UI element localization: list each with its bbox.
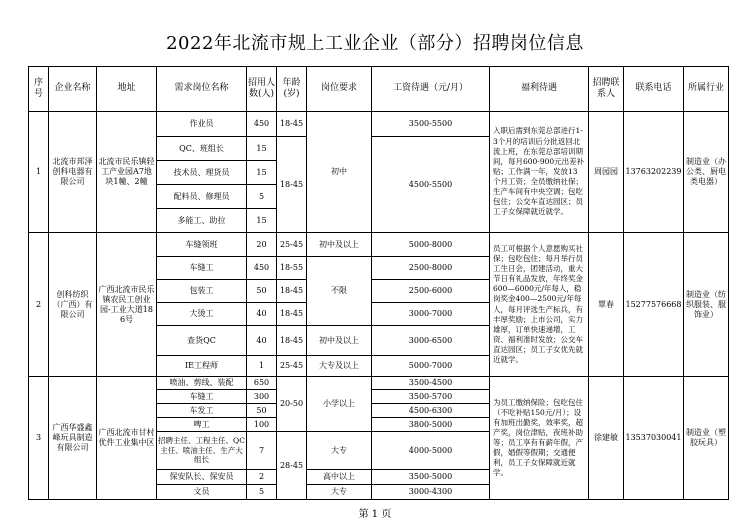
position-age: 18-45 [277, 326, 307, 356]
company-name: 创科纺织（广西）有限公司 [49, 233, 97, 377]
position-name: 车缝工 [157, 390, 247, 404]
company-industry: 制造业（塑胶玩具） [684, 377, 729, 500]
company-name: 广西华盛鑫峰玩具制造有限公司 [49, 377, 97, 500]
company-benefits: 入职后需到东莞总部进行1-3个月的培训后分批返回北流上班，在东莞总部培训期间，每月600-900元出差补贴；工作满一年，发放13个月工资；全员缴纳社保；生产车间有中央空调；包吃包住；公交车直达园区；员工子女保障就近就学。 [490, 112, 589, 233]
position-salary: 5000-8000 [372, 233, 490, 257]
position-requirement: 初中及以上 [307, 326, 372, 356]
position-age: 25-45 [277, 233, 307, 257]
position-count: 650 [247, 377, 277, 390]
company-phone: 15277576668 [624, 233, 684, 377]
position-count: 5 [247, 185, 277, 209]
position-salary: 3500-5700 [372, 390, 490, 404]
position-count: 450 [247, 112, 277, 137]
position-salary: 5000-7000 [372, 356, 490, 377]
position-count: 15 [247, 137, 277, 161]
position-name: 技术员、理货员 [157, 161, 247, 185]
position-name: 配料员、修理员 [157, 185, 247, 209]
position-name: 文员 [157, 485, 247, 500]
company-industry: 制造业（办公类、厨电类电器） [684, 112, 729, 233]
position-salary: 4500-5500 [372, 137, 490, 233]
position-count: 50 [247, 280, 277, 303]
company-contact: 覃春 [589, 233, 624, 377]
header-row [29, 67, 729, 112]
position-age: 18-45 [277, 112, 307, 137]
header-company: 企业名称 [49, 67, 97, 112]
header-address: 地址 [97, 67, 157, 112]
position-count: 7 [247, 432, 277, 470]
position-name: 包装工 [157, 280, 247, 303]
position-salary: 3000-6500 [372, 326, 490, 356]
position-name: 车发工 [157, 404, 247, 418]
position-salary: 3000-7000 [372, 303, 490, 326]
position-count: 1 [247, 356, 277, 377]
position-age: 18-45 [277, 137, 307, 233]
header-position: 需求岗位名称 [157, 67, 247, 112]
header-contact: 招聘联系人 [589, 67, 624, 112]
recruitment-table [28, 66, 729, 500]
company-seq: 1 [29, 112, 49, 233]
position-salary: 2500-8000 [372, 257, 490, 280]
position-requirement: 高中以上 [307, 470, 372, 485]
position-count: 50 [247, 404, 277, 418]
company-contact: 周园园 [589, 112, 624, 233]
position-requirement: 不限 [307, 257, 372, 326]
position-name: 作业员 [157, 112, 247, 137]
position-salary: 3500-4500 [372, 377, 490, 390]
position-count: 450 [247, 257, 277, 280]
position-requirement: 初中及以上 [307, 233, 372, 257]
header-requirement: 岗位要求 [307, 67, 372, 112]
position-count: 40 [247, 326, 277, 356]
position-count: 15 [247, 161, 277, 185]
company-phone: 13763202239 [624, 112, 684, 233]
position-name: 啤工 [157, 418, 247, 432]
position-name: 车缝领班 [157, 233, 247, 257]
position-count: 15 [247, 209, 277, 233]
table-row [29, 377, 729, 390]
position-count: 20 [247, 233, 277, 257]
position-name: 保安队长、保安员 [157, 470, 247, 485]
company-name: 北流市邦泽创科电器有限公司 [49, 112, 97, 233]
position-requirement: 大专 [307, 432, 372, 470]
header-age: 年龄(岁) [277, 67, 307, 112]
position-age: 20-50 [277, 377, 307, 432]
position-age: 28-45 [277, 432, 307, 500]
company-contact: 徐建敏 [589, 377, 624, 500]
position-requirement: 大专 [307, 485, 372, 500]
position-name: 喷油、剪线、装配 [157, 377, 247, 390]
position-count: 300 [247, 390, 277, 404]
header-salary: 工资待遇（元/月） [372, 67, 490, 112]
header-count: 招用人数(人) [247, 67, 277, 112]
position-name: QC、班组长 [157, 137, 247, 161]
position-name: 查货QC [157, 326, 247, 356]
company-benefits: 为员工缴纳保险；包吃包住（不吃补贴150元/月）；设有加班出勤奖，效率奖，超产奖，岗位津贴，夜班补助等；员工享有有薪年假，产假，婚假等假期；交通便利，员工子女保障就近就学。 [490, 377, 589, 500]
position-name: 车缝工 [157, 257, 247, 280]
position-salary: 4000-5000 [372, 432, 490, 470]
position-age: 18-55 [277, 257, 307, 280]
position-count: 40 [247, 303, 277, 326]
page-number: 第 1 页 [358, 509, 392, 520]
position-salary: 3000-4300 [372, 485, 490, 500]
position-age: 18-45 [277, 303, 307, 326]
company-address: 广西北流市民乐镇农民工创业园-工业大道186号 [97, 233, 157, 377]
company-address: 北流市民乐镇轻工产业园A7地块1幢、2幢 [97, 112, 157, 233]
position-name: IE工程师 [157, 356, 247, 377]
position-name: 招聘主任、工程主任、QC主任、喷油主任、生产大组长 [157, 432, 247, 470]
position-name: 大烫工 [157, 303, 247, 326]
header-industry: 所属行业 [684, 67, 729, 112]
position-salary: 3800-5000 [372, 418, 490, 432]
position-requirement: 大专及以上 [307, 356, 372, 377]
position-count: 5 [247, 485, 277, 500]
company-seq: 2 [29, 233, 49, 377]
position-requirement: 初中 [307, 112, 372, 233]
company-address: 广西北流市甘村优件工业集中区 [97, 377, 157, 500]
company-seq: 3 [29, 377, 49, 500]
position-salary: 4500-6300 [372, 404, 490, 418]
position-requirement: 小学以上 [307, 377, 372, 432]
position-salary: 2500-6000 [372, 280, 490, 303]
position-name: 多能工、助拉 [157, 209, 247, 233]
header-benefits: 福利待遇 [490, 67, 589, 112]
position-count: 2 [247, 470, 277, 485]
company-benefits: 员工可根据个人意愿购买社保；包吃包住；每月举行员工生日会，团建活动，重大节日有礼品发放，年终奖金600—6000元/年每人，稳岗奖金400—2500元/年每人，每月评选生产标兵，有丰厚奖励；上市公司，实力雄厚，订单快速递增，工资、福利准时发放；公交车直达园区；员工子女优先就近就学。 [490, 233, 589, 377]
position-age: 25-45 [277, 356, 307, 377]
position-salary: 3500-5000 [372, 470, 490, 485]
header-seq: 序号 [29, 67, 49, 112]
company-phone: 13537030041 [624, 377, 684, 500]
position-age: 18-45 [277, 280, 307, 303]
position-count: 100 [247, 418, 277, 432]
table-row [29, 112, 729, 137]
page-title: 2022年北流市规上工业企业（部分）招聘岗位信息 [166, 33, 584, 54]
table-row [29, 233, 729, 257]
header-phone: 联系电话 [624, 67, 684, 112]
position-salary: 3500-5500 [372, 112, 490, 137]
company-industry: 制造业（纺织服装、服饰业） [684, 233, 729, 377]
